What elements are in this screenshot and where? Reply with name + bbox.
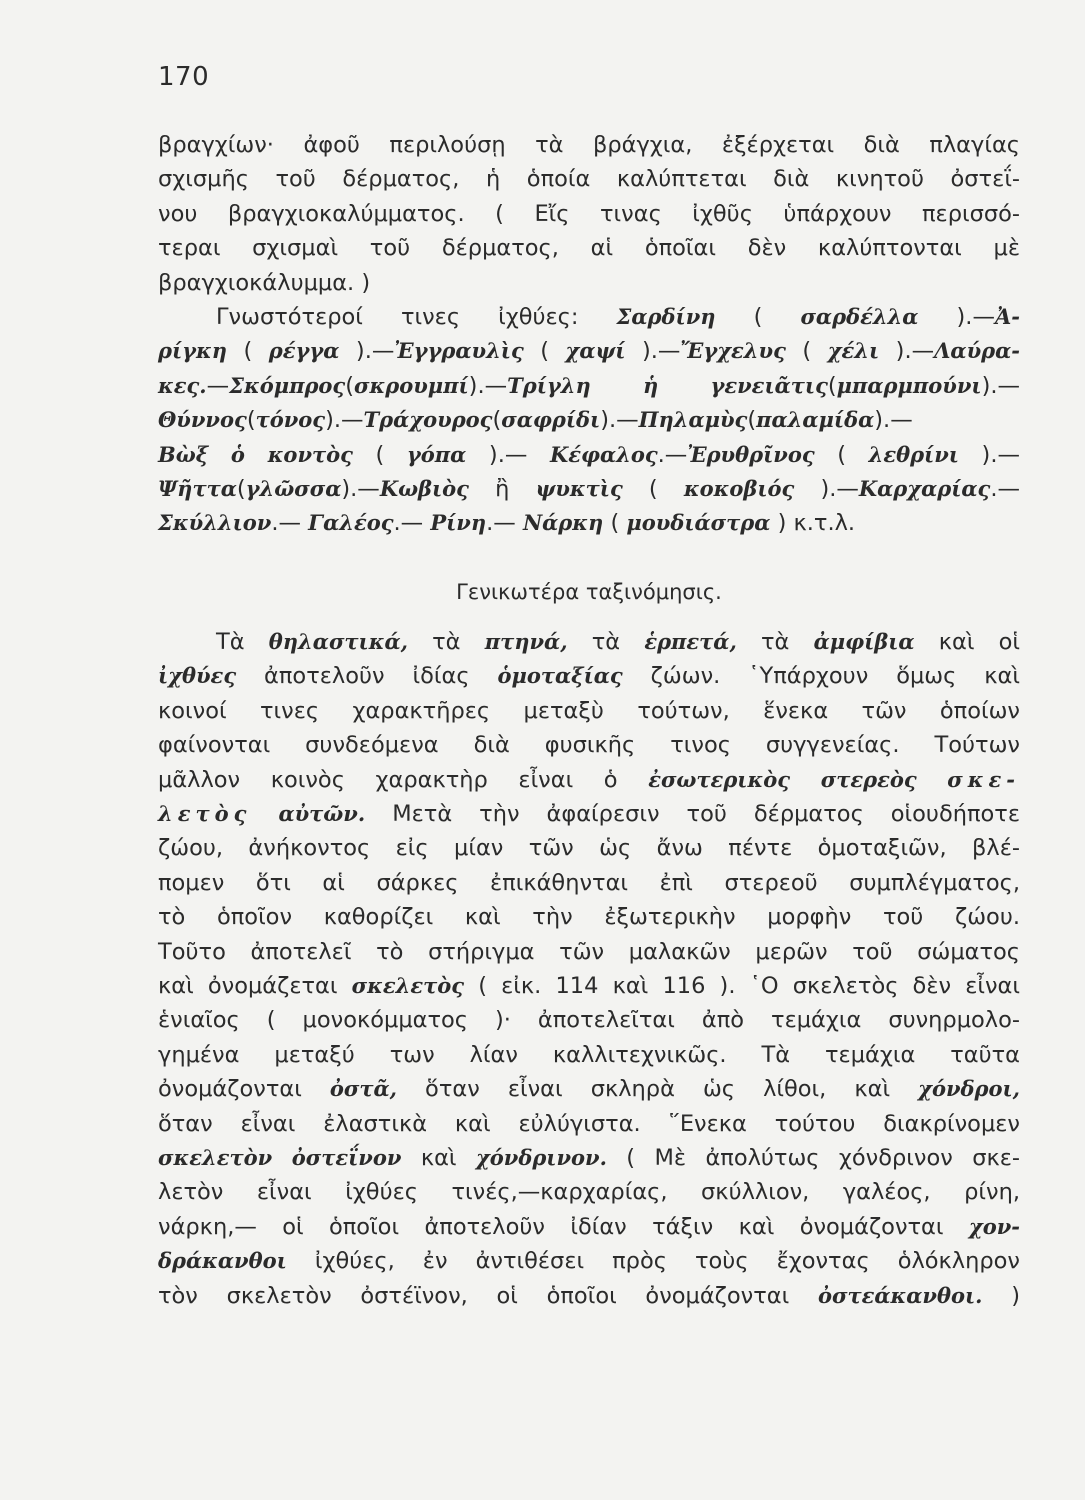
text-line: Τὰ θηλαστικά, τὰ πτηνά, τὰ ἑρπετά, τὰ ἀμφίβια καὶ οἱ [216,629,1021,656]
text-line: ζώου, ἀνήκοντος εἰς μίαν τῶν ὡς ἄνω πέντε ὁμοταξιῶν, βλέ- [158,835,1020,862]
section-heading: Γενικωτέρα ταξινόμησις. [456,579,722,604]
text-line: μᾶλλον κοινὸς χαρακτὴρ εἶναι ὁ ἐσωτερικὸς στερεὸς σκε- [158,766,1020,793]
text-line: βραγχιοκάλυμμα. ) [158,269,371,296]
text-line: ὅταν εἶναι ἐλαστικὰ καὶ εὐλύγιστα. ῞Ενεκα τούτου διακρίνομεν [158,1110,1020,1137]
text-line: νου βραγχιοκαλύμματος. ( Εἴς τινας ἰχθῦς ὑπάρχουν περισσό- [158,200,1020,227]
text-line: τὸν σκελετὸν ὀστέϊνον, οἱ ὁποῖοι ὀνομάζονται ὀστεάκανθοι. ) [158,1282,1020,1309]
text-line: ὀνομάζονται ὀστᾶ, ὅταν εἶναι σκληρὰ ὡς λίθοι, καὶ χόνδροι, [158,1076,1020,1103]
text-line: λετὸς αὐτῶν. Μετὰ τὴν ἀφαίρεσιν τοῦ δέρματος οἱουδήποτε [158,801,1020,828]
text-line: καὶ ὀνομάζεται σκελετὸς ( εἰκ. 114 καὶ 116 ). ῾Ο σκελετὸς δὲν εἶναι [158,972,1020,999]
fish-list-line: κες.—Σκόμπρος(σκρουμπί).—Τρίγλη ἡ γενειᾶτις(μπαρμπούνι).— [158,372,1020,399]
text-line: τεραι σχισμαὶ τοῦ δέρματος, αἱ ὁποῖαι δὲν καλύπτονται μὲ [158,235,1020,262]
text-line: φαίνονται συνδεόμενα διὰ φυσικῆς τινος συγγενείας. Τούτων [158,732,1020,759]
text-line: σκελετὸν ὀστεΐνον καὶ χόνδρινον. ( Μὲ ἀπολύτως χόνδρινον σκε- [158,1144,1020,1171]
text-line: ἑνιαῖος ( μονοκόμματος )· ἀποτελεῖται ἀπὸ τεμάχια συνηρμολο- [158,1007,1020,1034]
text-line: γημένα μεταξύ των λίαν καλλιτεχνικῶς. Τὰ τεμάχια ταῦτα [158,1041,1020,1068]
text-line: λετὸν εἶναι ἰχθύες τινές,—καρχαρίας, σκύλλιον, γαλέος, ρίνη, [158,1179,1020,1206]
fish-list-line: Γνωστότεροί τινες ἰχθύες: Σαρδίνη ( σαρδέλλα ).—Ἀ- [216,303,1020,330]
fish-list-line: Σκύλλιον.— Γαλέος.— Ρίνη.— Νάρκη ( μουδιάστρα ) κ.τ.λ. [158,510,856,537]
text-line: βραγχίων· ἀφοῦ περιλούσῃ τὰ βράγχια, ἐξέρχεται διὰ πλαγίας [158,132,1020,158]
text-line: ἰχθύες ἀποτελοῦν ἰδίας ὁμοταξίας ζώων. ῾Υπάρχουν ὅμως καὶ [158,663,1020,690]
text-line: Τοῦτο ἀποτελεῖ τὸ στήριγμα τῶν μαλακῶν μερῶν τοῦ σώματος [158,938,1020,965]
fish-list-line: Θύννος(τόνος).—Τράχουρος(σαφρίδι).—Πηλαμὺς(παλαμίδα).— [158,407,913,434]
text-line: τὸ ὁποῖον καθορίζει καὶ τὴν ἐξωτερικὴν μορφὴν τοῦ ζώου. [158,904,1020,931]
fish-list-line: Ψῆττα(γλῶσσα).—Κωβιὸς ἢ ψυκτὶς ( κοκοβιός ).—Καρχαρίας.— [158,475,1020,502]
fish-list-line: Βὼξ ὁ κοντὸς ( γόπα ).— Κέφαλος.—Ἐρυθρῖνος ( λεθρίνι ).— [158,441,1020,468]
text-line: νάρκη,— οἱ ὁποῖοι ἀποτελοῦν ἰδίαν τάξιν καὶ ὀνομάζονται χον- [158,1213,1020,1240]
page-number: 170 [158,62,210,92]
text-line: δράκανθοι ἰχθύες, ἐν ἀντιθέσει πρὸς τοὺς ἔχοντας ὁλόκληρον [158,1248,1020,1275]
fish-list-line: ρίγκη ( ρέγγα ).—Ἐγγραυλὶς ( χαψί ).—Ἔγχελυς ( χέλι ).—Λαύρα- [158,338,1020,365]
page-body [158,128,1020,1313]
text-line: πομεν ὅτι αἱ σάρκες ἐπικάθηνται ἐπὶ στερεοῦ συμπλέγματος, [158,869,1020,896]
text-line: σχισμῆς τοῦ δέρματος, ἡ ὁποία καλύπτεται διὰ κινητοῦ ὀστεΐ- [158,166,1020,193]
text-line: κοινοί τινες χαρακτῆρες μεταξὺ τούτων, ἕνεκα τῶν ὁποίων [158,697,1020,724]
